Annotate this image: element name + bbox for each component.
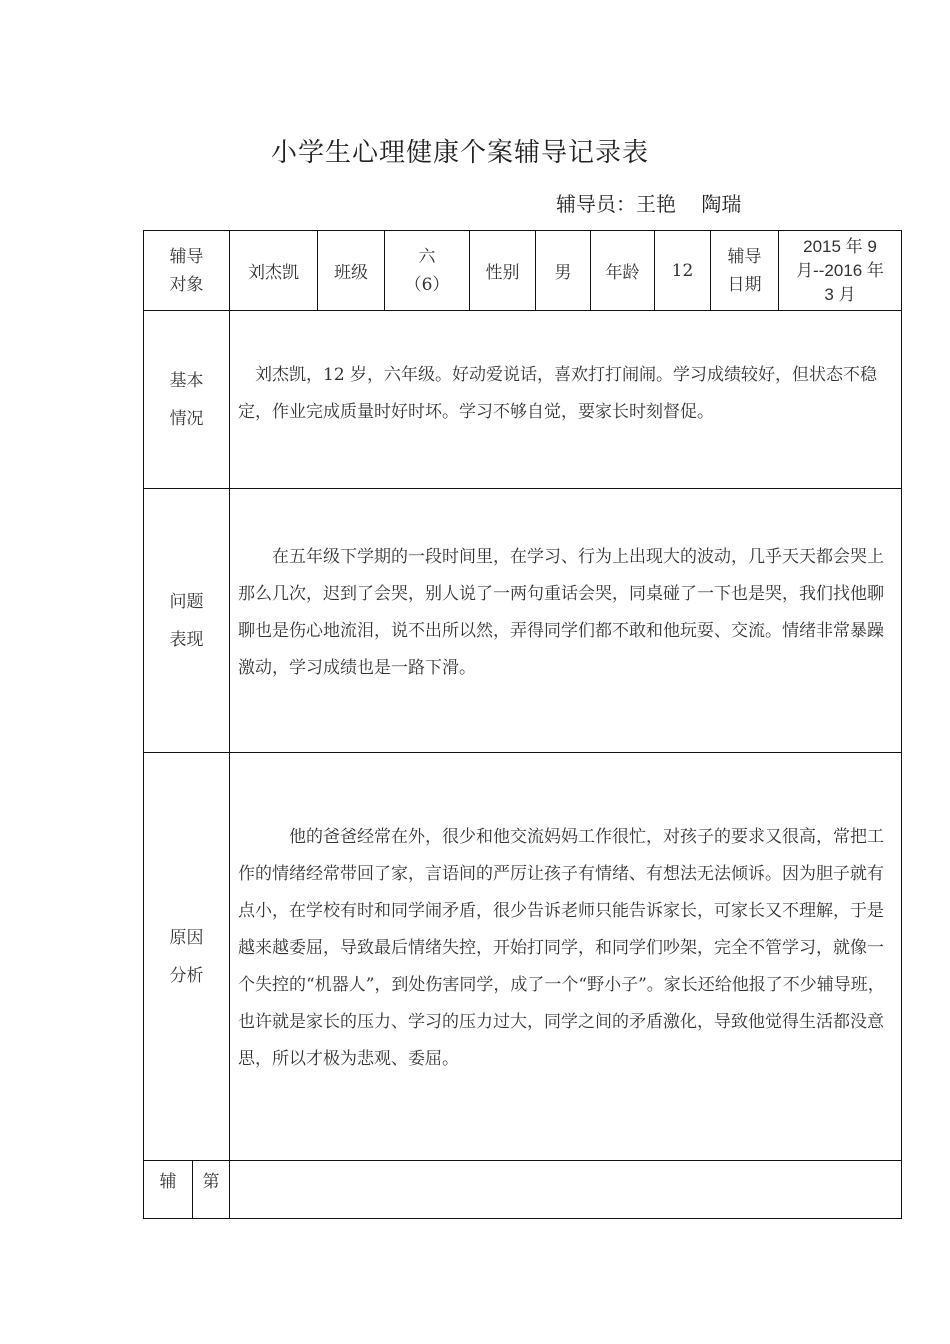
label-problem: 问题表现	[144, 489, 230, 753]
basic-text: 刘杰凯，12 岁，六年级。好动爱说话，喜欢打打闹闹。学习成绩较好，但状态不稳定，作业完成质量时好时坏。学习不够自觉，要家长时刻督促。	[230, 311, 902, 489]
label-last-b: 第	[193, 1161, 230, 1219]
cause-text: 他的爸爸经常在外，很少和他交流妈妈工作很忙，对孩子的要求又很高，常把工作的情绪经常带回了家，言语间的严厉让孩子有情绪、有想法无法倾诉。因为胆子就有点小，在学校有时和同学闹矛盾，很少告诉老师只能告诉家长，可家长又不理解，于是越来越委屈，导致最后情绪失控，开始打同学，和同学们吵架，完全不管学习，就像一个失控的“机器人”，到处伤害同学，成了一个“野小子”。家长还给他报了不少辅导班，也许就是家长的压力、学习的压力过大，同学之间的矛盾激化，导致他觉得生活都没意思，所以才极为悲观、委屈。	[230, 753, 902, 1161]
label-age: 年龄	[591, 231, 655, 311]
label-class: 班级	[318, 231, 385, 311]
counselor-line: 辅导员：王艳 陶瑞	[556, 192, 742, 216]
label-cause: 原因分析	[144, 753, 230, 1161]
last-row-content	[230, 1161, 902, 1219]
date-value: 2015 年 9 月--2016 年 3 月	[779, 231, 902, 311]
student-name: 刘杰凯	[230, 231, 318, 311]
age-value: 12	[655, 231, 711, 311]
record-table	[143, 230, 902, 1219]
label-last-a: 辅	[144, 1161, 193, 1219]
label-basic: 基本情况	[144, 311, 230, 489]
label-target: 辅导对象	[144, 231, 230, 311]
label-gender: 性别	[470, 231, 536, 311]
gender-value: 男	[536, 231, 591, 311]
class-value: 六（6）	[385, 231, 470, 311]
label-date: 辅导日期	[711, 231, 779, 311]
document-title: 小学生心理健康个案辅导记录表	[270, 138, 649, 168]
problem-text: 在五年级下学期的一段时间里，在学习、行为上出现大的波动，几乎天天都会哭上那么几次，迟到了会哭，别人说了一两句重话会哭，同桌碰了一下也是哭，我们找他聊聊也是伤心地流泪，说不出所以然，弄得同学们都不敢和他玩耍、交流。情绪非常暴躁激动，学习成绩也是一路下滑。	[230, 489, 902, 753]
